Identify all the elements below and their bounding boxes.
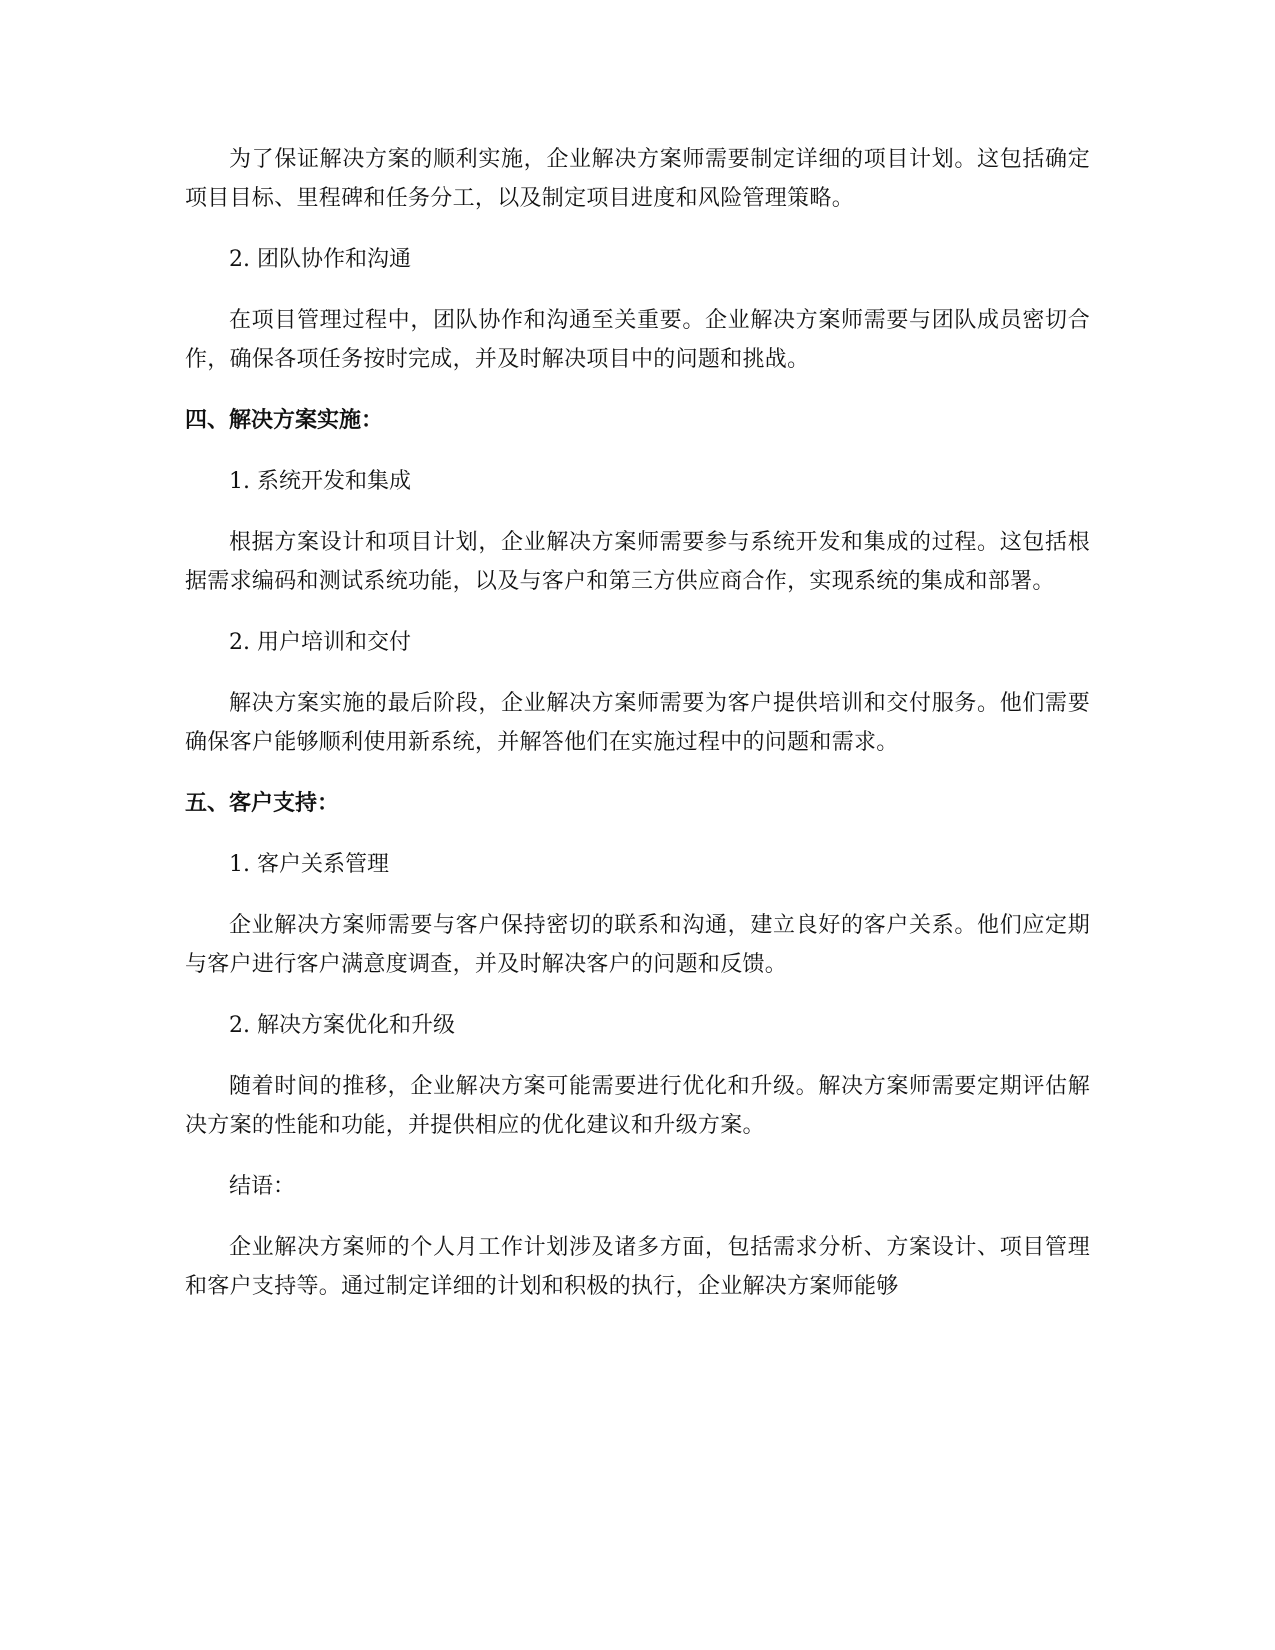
paragraph-user-training: 解决方案实施的最后阶段，企业解决方案师需要为客户提供培训和交付服务。他们需要确保客户能够顺利使用新系统，并解答他们在实施过程中的问题和需求。 [185,691,1090,755]
document-body [185,140,1090,1328]
section-heading-customer-support: 五、客户支持： [185,791,340,816]
paragraph-customer-relations: 企业解决方案师需要与客户保持密切的联系和沟通，建立良好的客户关系。他们应定期与客户进行客户满意度调查，并及时解决客户的问题和反馈。 [185,913,1090,977]
paragraph-solution-optimization: 随着时间的推移，企业解决方案可能需要进行优化和升级。解决方案师需要定期评估解决方案的性能和功能，并提供相应的优化建议和升级方案。 [185,1074,1090,1138]
section-heading-implementation: 四、解决方案实施： [185,408,384,433]
subheading-system-development: 1. 系统开发和集成 [229,469,411,494]
subheading-customer-relations: 1. 客户关系管理 [229,852,389,877]
paragraph-system-development: 根据方案设计和项目计划，企业解决方案师需要参与系统开发和集成的过程。这包括根据需求编码和测试系统功能，以及与客户和第三方供应商合作，实现系统的集成和部署。 [185,530,1090,594]
paragraph-conclusion: 企业解决方案师的个人月工作计划涉及诸多方面，包括需求分析、方案设计、项目管理和客户支持等。通过制定详细的计划和积极的执行，企业解决方案师能够 [185,1235,1090,1299]
subheading-solution-optimization: 2. 解决方案优化和升级 [229,1013,455,1038]
subheading-team-collaboration: 2. 团队协作和沟通 [229,247,411,272]
conclusion-label: 结语： [229,1174,296,1199]
paragraph-team-collaboration: 在项目管理过程中，团队协作和沟通至关重要。企业解决方案师需要与团队成员密切合作，确保各项任务按时完成，并及时解决项目中的问题和挑战。 [185,308,1090,372]
subheading-user-training: 2. 用户培训和交付 [229,630,411,655]
paragraph-project-plan: 为了保证解决方案的顺利实施，企业解决方案师需要制定详细的项目计划。这包括确定项目目标、里程碑和任务分工，以及制定项目进度和风险管理策略。 [185,147,1090,211]
